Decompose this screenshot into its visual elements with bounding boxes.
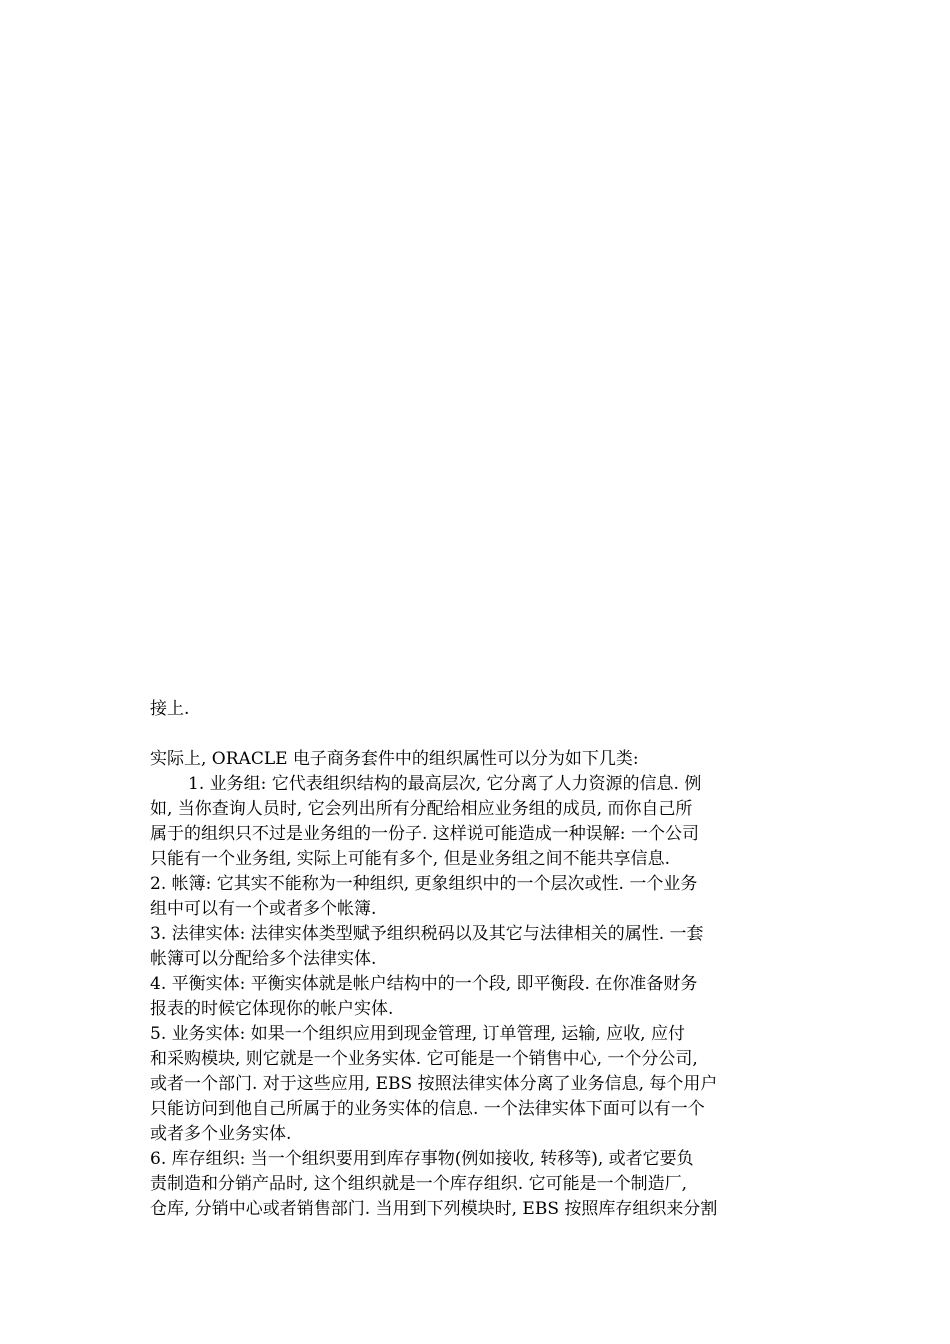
item4-line1: 4. 平衡实体: 平衡实体就是帐户结构中的一个段, 即平衡段. 在你准备财务: [150, 974, 698, 994]
item6-line1: 6. 库存组织: 当一个组织要用到库存事物(例如接收, 转移等), 或者它要负: [150, 1149, 694, 1169]
item2-line1: 2. 帐簿: 它其实不能称为一种组织, 更象组织中的一个层次或性. 一个业务: [150, 874, 698, 894]
item4-line2: 报表的时候它体现你的帐户实体.: [150, 999, 394, 1019]
item5-line4: 只能访问到他自己所属于的业务实体的信息. 一个法律实体下面可以有一个: [150, 1099, 705, 1119]
item6-line3: 仓库, 分销中心或者销售部门. 当用到下列模块时, EBS 按照库存组织来分割: [150, 1199, 718, 1219]
item3-line2: 帐簿可以分配给多个法律实体.: [150, 949, 377, 969]
item1-line4: 只能有一个业务组, 实际上可能有多个, 但是业务组之间不能共享信息.: [150, 849, 671, 869]
continuation-text: 接上.: [150, 699, 190, 719]
item1-line3: 属于的组织只不过是业务组的一份子. 这样说可能造成一种误解: 一个公司: [150, 824, 699, 844]
item1-line2: 如, 当你查询人员时, 它会列出所有分配给相应业务组的成员, 而你自己所: [150, 799, 693, 819]
item1-line1: 1. 业务组: 它代表组织结构的最高层次, 它分离了人力资源的信息. 例: [188, 774, 702, 794]
item2-line2: 组中可以有一个或者多个帐簿.: [150, 899, 377, 919]
intro-paragraph: 实际上, ORACLE 电子商务套件中的组织属性可以分为如下几类:: [150, 749, 639, 769]
paragraph-gap: [150, 722, 800, 747]
item5-line3: 或者一个部门. 对于这些应用, EBS 按照法律实体分离了业务信息, 每个用户: [150, 1074, 718, 1094]
item6-line2: 责制造和分销产品时, 这个组织就是一个库存组织. 它可能是一个制造厂,: [150, 1174, 688, 1194]
item5-line1: 5. 业务实体: 如果一个组织应用到现金管理, 订单管理, 运输, 应收, 应付: [150, 1024, 685, 1044]
item3-line1: 3. 法律实体: 法律实体类型赋予组织税码以及其它与法律相关的属性. 一套: [150, 924, 704, 944]
item5-line5: 或者多个业务实体.: [150, 1124, 292, 1144]
item5-line2: 和采购模块, 则它就是一个业务实体. 它可能是一个销售中心, 一个分公司,: [150, 1049, 698, 1069]
document-body: [150, 697, 800, 1222]
